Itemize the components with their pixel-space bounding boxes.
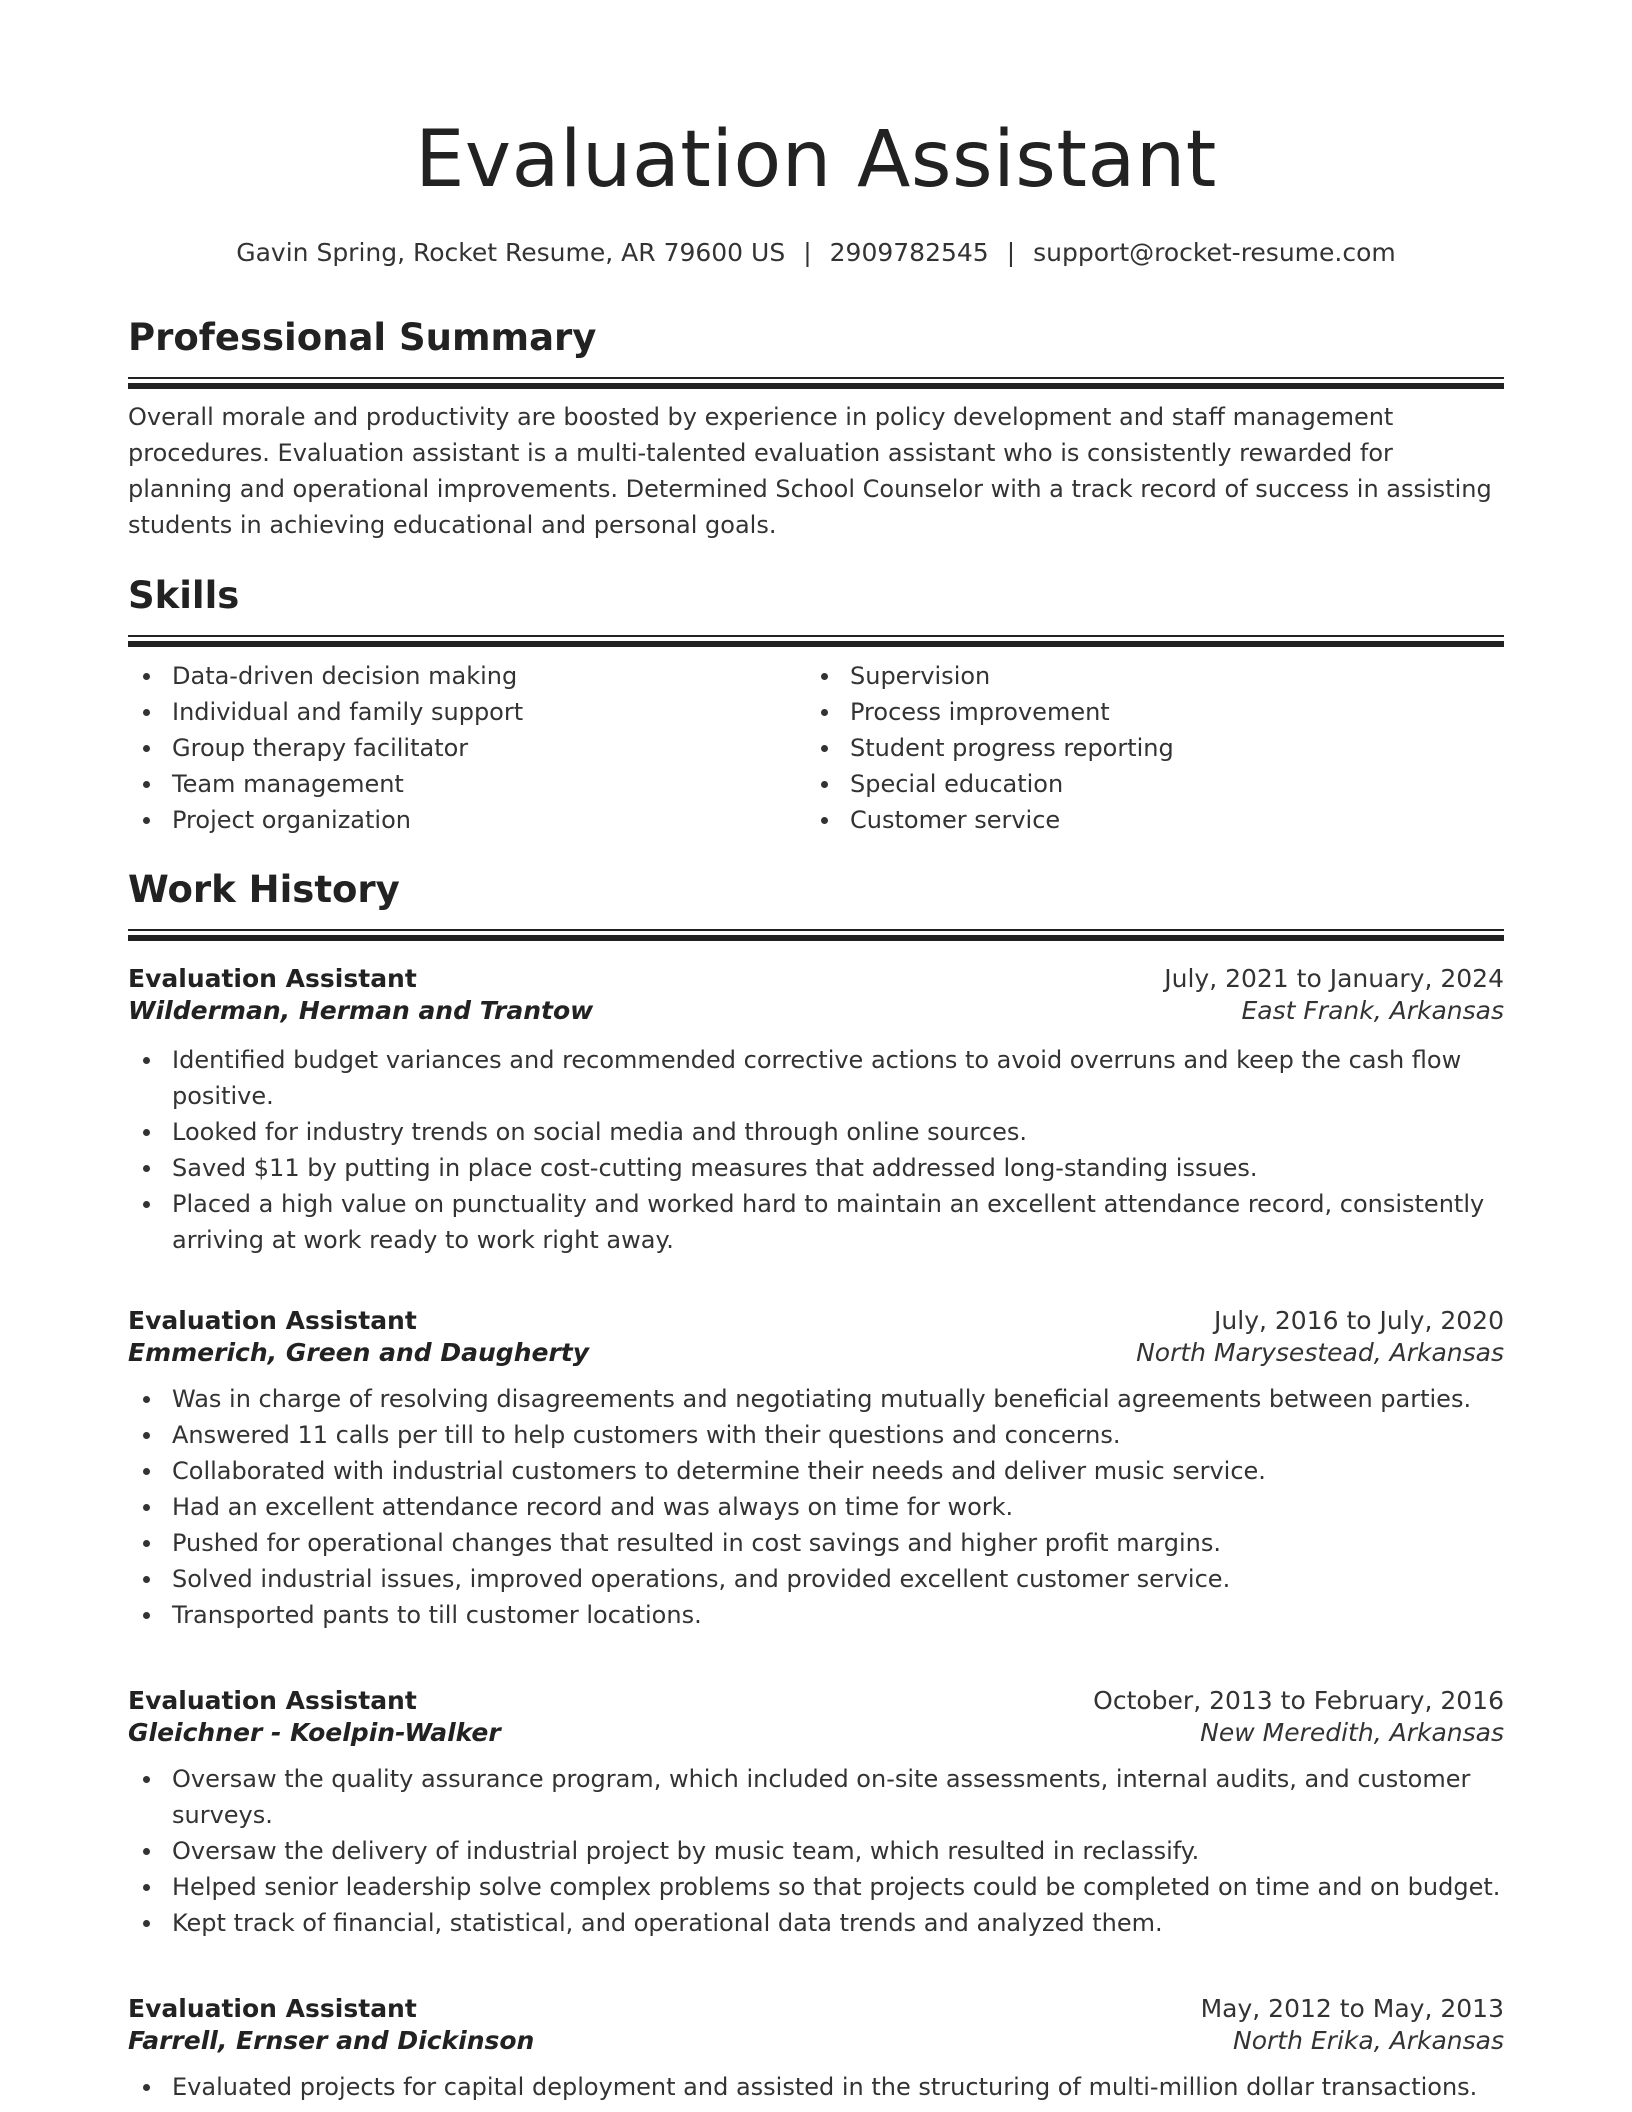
job-header-row	[128, 1994, 1504, 2023]
job-bullet: Had an excellent attendance record and was always on time for work.	[172, 1489, 1504, 1525]
job-location: East Frank, Arkansas	[1241, 996, 1504, 1025]
job-bullet: Saved $11 by putting in place cost-cutting measures that addressed long-standing issues.	[172, 1150, 1504, 1186]
resume-title: Evaluation Assistant	[415, 115, 1217, 205]
summary-text: Overall morale and productivity are boosted by experience in policy development and staff management procedures. Evaluation assistant is a multi-talented evaluation assistant who is consistently rewarded for planning and operational improvements. Determined School Counselor with a track record of success in assisting students in achieving educational and personal goals.	[128, 402, 1492, 539]
job-header-row	[128, 1686, 1504, 1715]
job-location: New Meredith, Arkansas	[1200, 1718, 1504, 1747]
job-bullet: Evaluated projects for capital deployment and assisted in the structuring of multi-million dollar transactions.	[172, 2069, 1504, 2105]
job-title: Evaluation Assistant	[128, 1306, 417, 1335]
job-location: North Erika, Arkansas	[1233, 2026, 1504, 2055]
section-heading-summary: Professional Summary	[128, 316, 597, 359]
contact-separator: |	[1006, 238, 1016, 267]
contact-line	[128, 238, 1504, 267]
job-company-row	[128, 2026, 1504, 2055]
skill-item: Team management	[172, 766, 806, 802]
skill-item: Individual and family support	[172, 694, 806, 730]
job-title: Evaluation Assistant	[128, 1994, 417, 2023]
contact-email: support@rocket-resume.com	[1033, 238, 1396, 267]
summary-section	[128, 318, 1504, 543]
job-bullet: Transported pants to till customer locations.	[172, 1597, 1504, 1633]
section-rule	[128, 635, 1504, 649]
contact-separator: |	[803, 238, 812, 267]
job-company-row	[128, 996, 1504, 1025]
skill-item: Data-driven decision making	[172, 658, 806, 694]
job-company-row	[128, 1718, 1504, 1747]
job-header-row	[128, 964, 1504, 993]
skill-item: Student progress reporting	[850, 730, 1484, 766]
skill-item: Special education	[850, 766, 1484, 802]
job-company: Farrell, Ernser and Dickinson	[128, 2026, 535, 2055]
job-bullet: Collaborated with industrial customers to determine their needs and deliver music service.	[172, 1453, 1504, 1489]
skill-item: Customer service	[850, 802, 1484, 838]
job-bullet: Was in charge of resolving disagreements and negotiating mutually beneficial agreements between parties.	[172, 1381, 1504, 1417]
section-rule	[128, 377, 1504, 391]
job-company: Gleichner - Koelpin-Walker	[128, 1718, 501, 1747]
contact-phone: 2909782545	[829, 238, 989, 267]
job-entry	[128, 1306, 1504, 1633]
job-dates: October, 2013 to February, 2016	[1093, 1686, 1504, 1715]
work-history-section	[128, 870, 1504, 943]
section-rule	[128, 929, 1504, 943]
contact-address: Gavin Spring, Rocket Resume, AR 79600 US	[236, 238, 786, 267]
job-dates: May, 2012 to May, 2013	[1200, 1994, 1504, 2023]
job-bullet: Placed a high value on punctuality and worked hard to maintain an excellent attendance record, consistently arriving at work ready to work right away.	[172, 1186, 1504, 1258]
job-entry	[128, 964, 1504, 1258]
job-header-row	[128, 1306, 1504, 1335]
job-title: Evaluation Assistant	[128, 1686, 417, 1715]
job-bullet: Kept track of financial, statistical, and operational data trends and analyzed them.	[172, 1905, 1504, 1941]
job-location: North Marysestead, Arkansas	[1136, 1338, 1504, 1367]
skill-item: Supervision	[850, 658, 1484, 694]
skills-list-right	[806, 658, 1484, 838]
job-dates: July, 2016 to July, 2020	[1214, 1306, 1504, 1335]
skill-item: Project organization	[172, 802, 806, 838]
job-entry	[128, 1686, 1504, 1941]
section-heading-skills: Skills	[128, 574, 240, 617]
skill-item: Group therapy facilitator	[172, 730, 806, 766]
job-bullet: Looked for industry trends on social media and through online sources.	[172, 1114, 1504, 1150]
section-heading-work-history: Work History	[128, 868, 400, 911]
skills-grid	[128, 658, 1504, 838]
job-bullets	[128, 1381, 1504, 1633]
job-bullet: Identified budget variances and recommended corrective actions to avoid overruns and keep the cash flow positive.	[172, 1042, 1504, 1114]
job-dates: July, 2021 to January, 2024	[1164, 964, 1504, 993]
job-bullets	[128, 1761, 1504, 1941]
skills-list-left	[128, 658, 806, 838]
job-title: Evaluation Assistant	[128, 964, 417, 993]
job-bullet: Solved industrial issues, improved operations, and provided excellent customer service.	[172, 1561, 1504, 1597]
job-company-row	[128, 1338, 1504, 1367]
job-bullets	[128, 1042, 1504, 1258]
skills-section	[128, 576, 1504, 838]
job-entry	[128, 1994, 1504, 2105]
job-company: Emmerich, Green and Daugherty	[128, 1338, 590, 1367]
job-company: Wilderman, Herman and Trantow	[128, 996, 594, 1025]
job-bullet: Pushed for operational changes that resulted in cost savings and higher profit margins.	[172, 1525, 1504, 1561]
job-bullet: Oversaw the delivery of industrial project by music team, which resulted in reclassify.	[172, 1833, 1504, 1869]
skill-item: Process improvement	[850, 694, 1484, 730]
job-bullets	[128, 2069, 1504, 2105]
job-bullet: Helped senior leadership solve complex problems so that projects could be completed on time and on budget.	[172, 1869, 1504, 1905]
job-bullet: Oversaw the quality assurance program, which included on-site assessments, internal audits, and customer surveys.	[172, 1761, 1504, 1833]
job-bullet: Answered 11 calls per till to help customers with their questions and concerns.	[172, 1417, 1504, 1453]
